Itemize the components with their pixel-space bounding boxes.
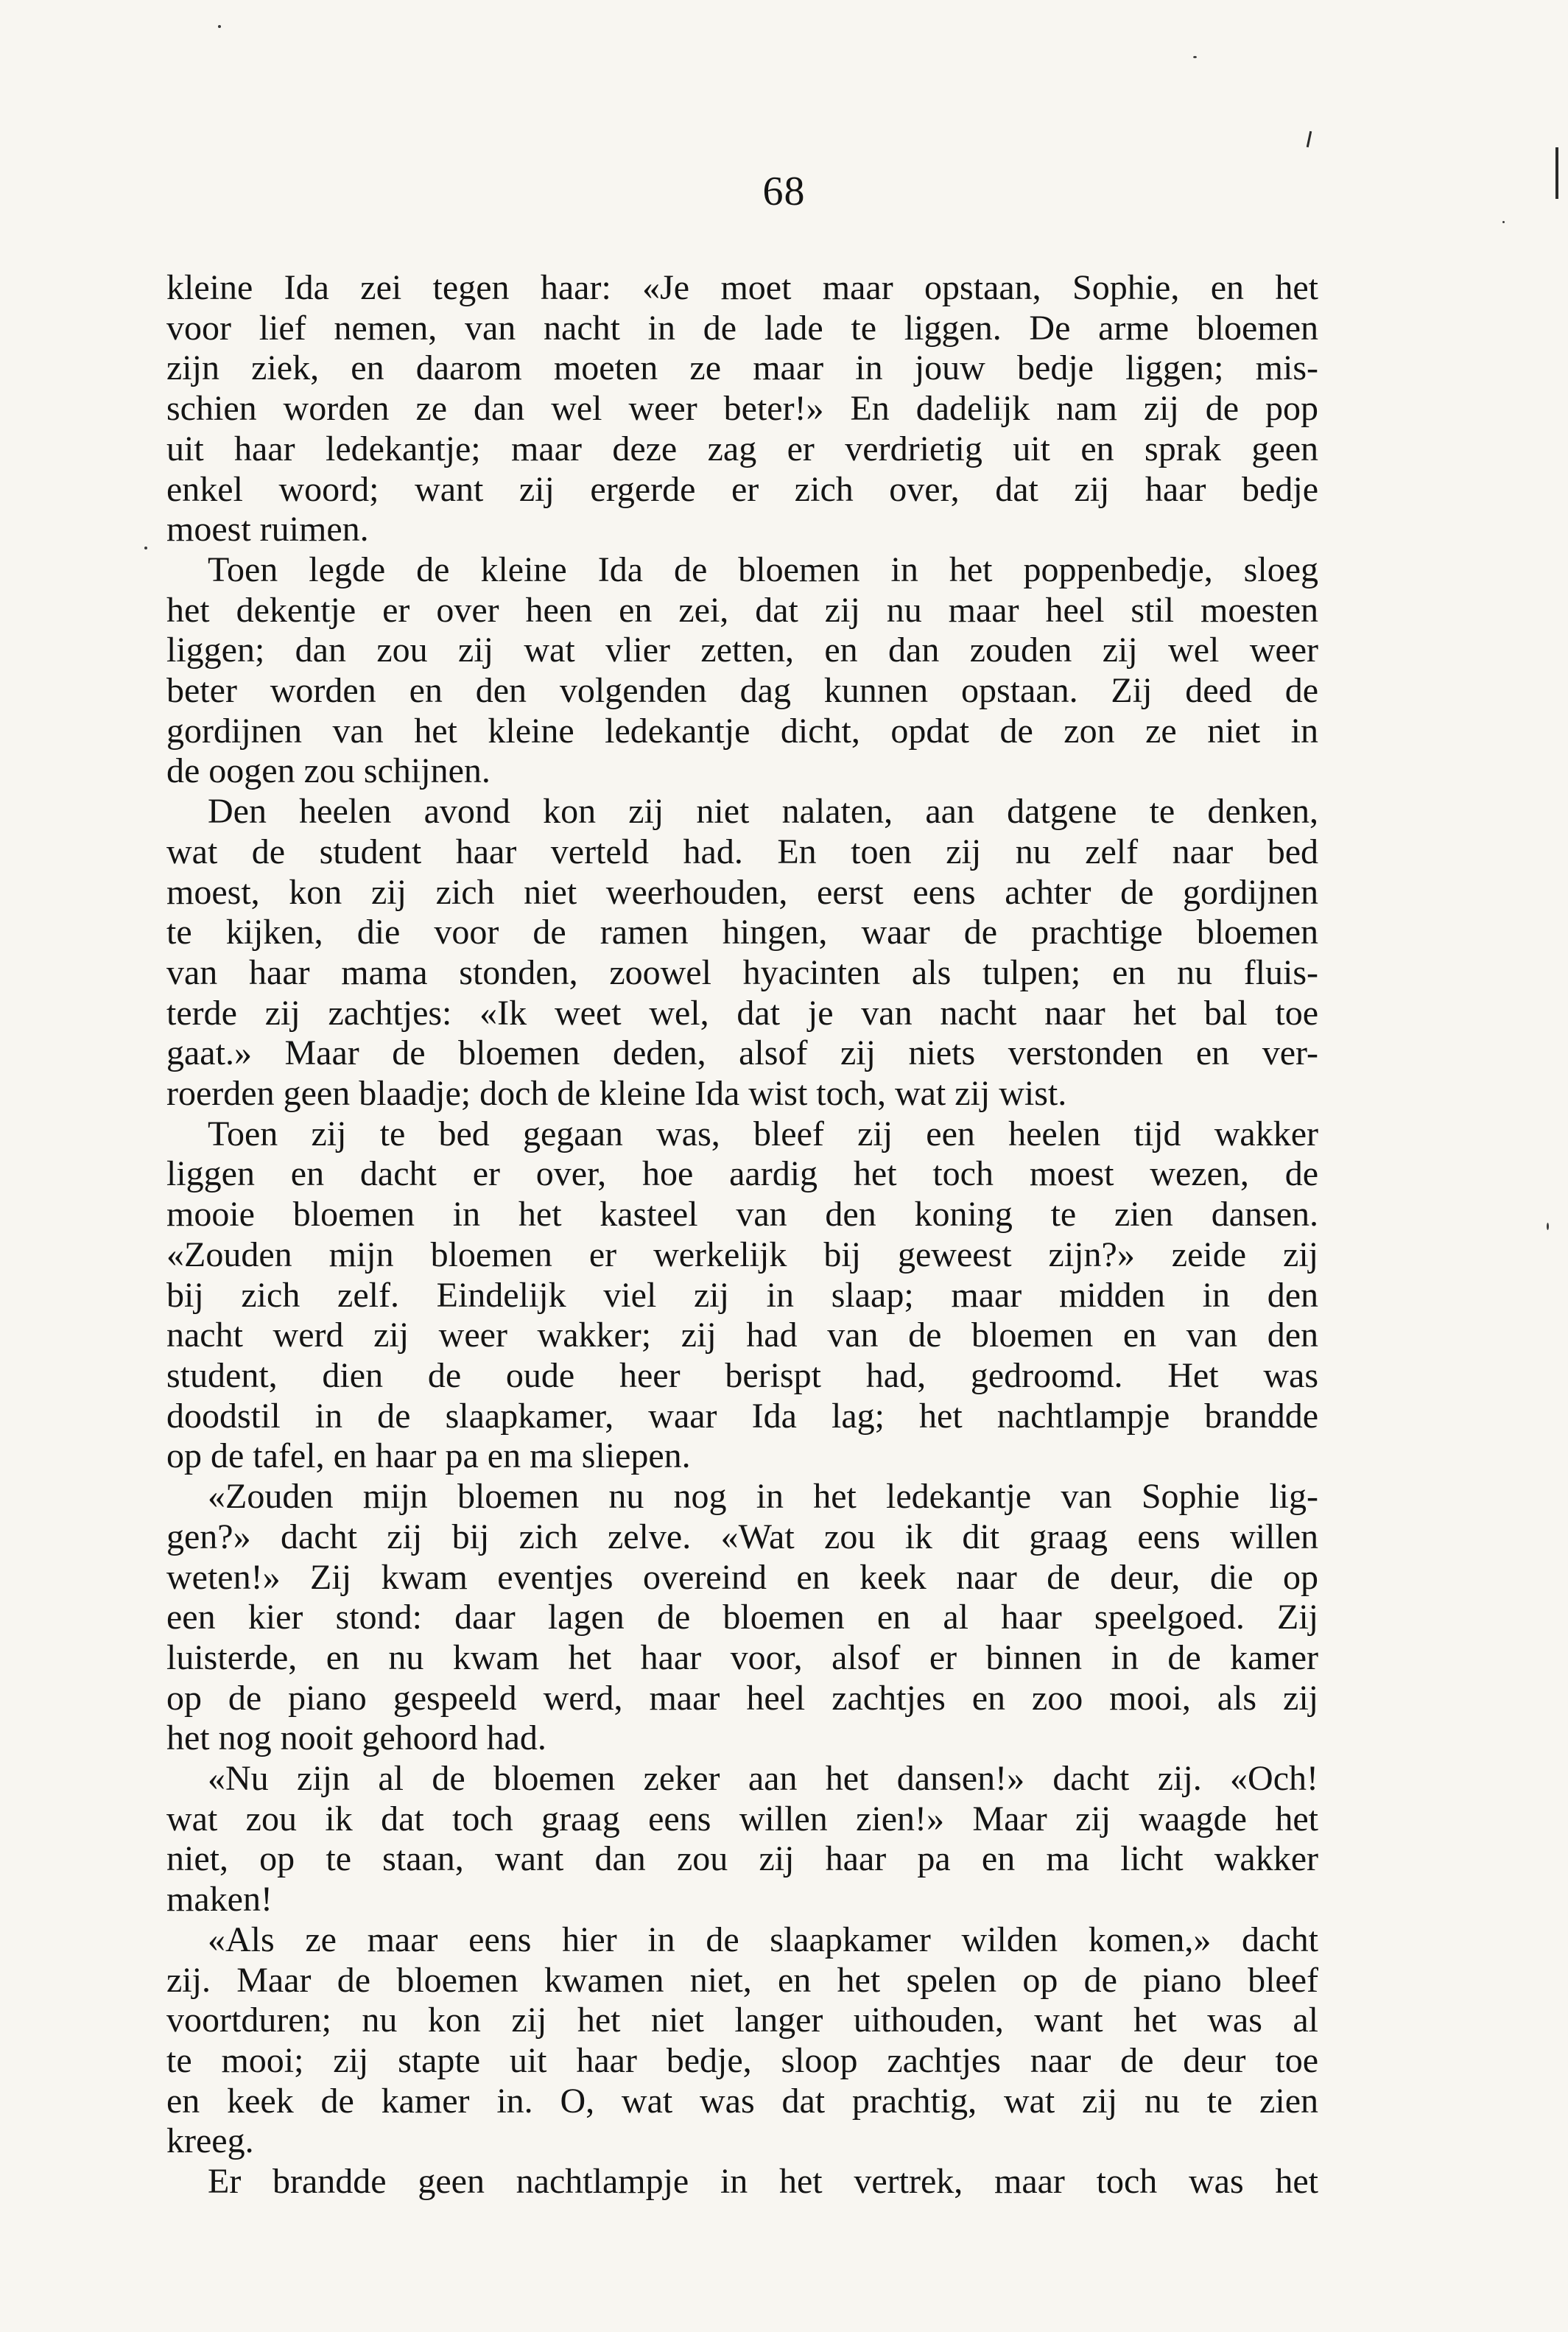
scan-edge-mark	[1307, 131, 1312, 147]
text-line: voor lief nemen, van nacht in de lade te liggen. De arme bloemen	[166, 308, 1318, 348]
text-line: «Als ze maar eens hier in de slaapkamer wilden komen,» dacht	[208, 1920, 1318, 1959]
scan-speck	[1547, 1223, 1549, 1230]
text-line: het nog nooit gehoord had.	[166, 1718, 546, 1758]
text-line: niet, op te staan, want dan zou zij haar pa en ma licht wakker	[166, 1839, 1318, 1879]
text-line: moest ruimen.	[166, 510, 369, 549]
text-line: liggen; dan zou zij wat vlier zetten, en dan zouden zij wel weer	[166, 631, 1318, 670]
text-line: de oogen zou schijnen.	[166, 751, 491, 791]
text-line: van haar mama stonden, zoowel hyacinten als tulpen; en nu fluis-	[166, 952, 1318, 992]
text-line: roerden geen blaadje; doch de kleine Ida wist toch, wat zij wist.	[166, 1074, 1067, 1114]
text-line: schien worden ze dan wel weer beter!» En dadelijk nam zij de pop	[166, 389, 1318, 429]
text-line: te mooi; zij stapte uit haar bedje, sloop zachtjes naar de deur toe	[166, 2040, 1318, 2080]
text-line: mooie bloemen in het kasteel van den koning te zien dansen.	[166, 1195, 1318, 1235]
text-line: voortduren; nu kon zij het niet langer uithouden, want het was al	[166, 2001, 1318, 2040]
text-line: gen?» dacht zij bij zich zelve. «Wat zou ik dit graag eens willen	[166, 1517, 1318, 1556]
text-line: uit haar ledekantje; maar deze zag er verdrietig uit en sprak geen	[166, 429, 1318, 468]
text-line: te kijken, die voor de ramen hingen, waar de prachtige bloemen	[166, 913, 1318, 952]
scan-speck	[218, 25, 221, 28]
text-line: Toen legde de kleine Ida de bloemen in het poppenbedje, sloeg	[208, 549, 1318, 589]
body-text	[166, 268, 1318, 2202]
text-line: op de tafel, en haar pa en ma sliepen.	[166, 1436, 691, 1476]
text-line: doodstil in de slaapkamer, waar Ida lag; het nachtlampje brandde	[166, 1396, 1318, 1436]
text-line: beter worden en den volgenden dag kunnen opstaan. Zij deed de	[166, 671, 1318, 711]
text-line: enkel woord; want zij ergerde er zich over, dat zij haar bedje	[166, 469, 1318, 509]
text-line: en keek de kamer in. O, wat was dat prachtig, wat zij nu te zien	[166, 2081, 1318, 2121]
text-line: het dekentje er over heen en zei, dat zij nu maar heel stil moesten	[166, 590, 1318, 630]
text-line: Er brandde geen nachtlampje in het vertrek, maar toch was het	[208, 2162, 1318, 2202]
text-line: student, dien de oude heer berispt had, gedroomd. Het was	[166, 1355, 1318, 1395]
page-number: 68	[762, 169, 806, 214]
text-line: kreeg.	[166, 2121, 254, 2161]
text-line: «Zouden mijn bloemen er werkelijk bij geweest zijn?» zeide zij	[166, 1235, 1318, 1274]
text-line: liggen en dacht er over, hoe aardig het toch moest wezen, de	[166, 1154, 1318, 1194]
text-line: op de piano gespeeld werd, maar heel zachtjes en zoo mooi, als zij	[166, 1678, 1318, 1718]
text-line: terde zij zachtjes: «Ik weet wel, dat je van nacht naar het bal toe	[166, 993, 1318, 1033]
text-line: wat zou ik dat toch graag eens willen zien!» Maar zij waagde het	[166, 1799, 1318, 1838]
text-line: Den heelen avond kon zij niet nalaten, aan datgene te denken,	[208, 792, 1318, 832]
text-line: zij. Maar de bloemen kwamen niet, en het spelen op de piano bleef	[166, 1960, 1318, 2000]
text-line: nacht werd zij weer wakker; zij had van de bloemen en van den	[166, 1316, 1318, 1355]
scan-speck	[144, 547, 147, 549]
text-line: moest, kon zij zich niet weerhouden, eerst eens achter de gordijnen	[166, 872, 1318, 912]
text-line: wat de student haar verteld had. En toen zij nu zelf naar bed	[166, 832, 1318, 871]
text-line: weten!» Zij kwam eventjes overeind en keek naar de deur, die op	[166, 1557, 1318, 1597]
text-line: Toen zij te bed gegaan was, bleef zij een heelen tijd wakker	[208, 1114, 1318, 1153]
text-line: gaat.» Maar de bloemen deden, alsof zij niets verstonden en ver-	[166, 1033, 1318, 1073]
text-line: kleine Ida zei tegen haar: «Je moet maar opstaan, Sophie, en het	[166, 268, 1318, 307]
scan-speck	[1193, 56, 1197, 58]
text-line: «Zouden mijn bloemen nu nog in het ledekantje van Sophie lig-	[208, 1477, 1318, 1517]
scan-edge-mark	[1555, 147, 1558, 199]
text-line: gordijnen van het kleine ledekantje dicht, opdat de zon ze niet in	[166, 711, 1318, 751]
text-line: zijn ziek, en daarom moeten ze maar in jouw bedje liggen; mis-	[166, 348, 1318, 388]
text-line: bij zich zelf. Eindelijk viel zij in slaap; maar midden in den	[166, 1275, 1318, 1315]
text-line: een kier stond: daar lagen de bloemen en al haar speelgoed. Zij	[166, 1598, 1318, 1637]
text-line: luisterde, en nu kwam het haar voor, alsof er binnen in de kamer	[166, 1637, 1318, 1677]
text-line: «Nu zijn al de bloemen zeker aan het dansen!» dacht zij. «Och!	[208, 1759, 1318, 1799]
text-line: maken!	[166, 1880, 273, 1920]
scan-speck	[1502, 221, 1505, 223]
